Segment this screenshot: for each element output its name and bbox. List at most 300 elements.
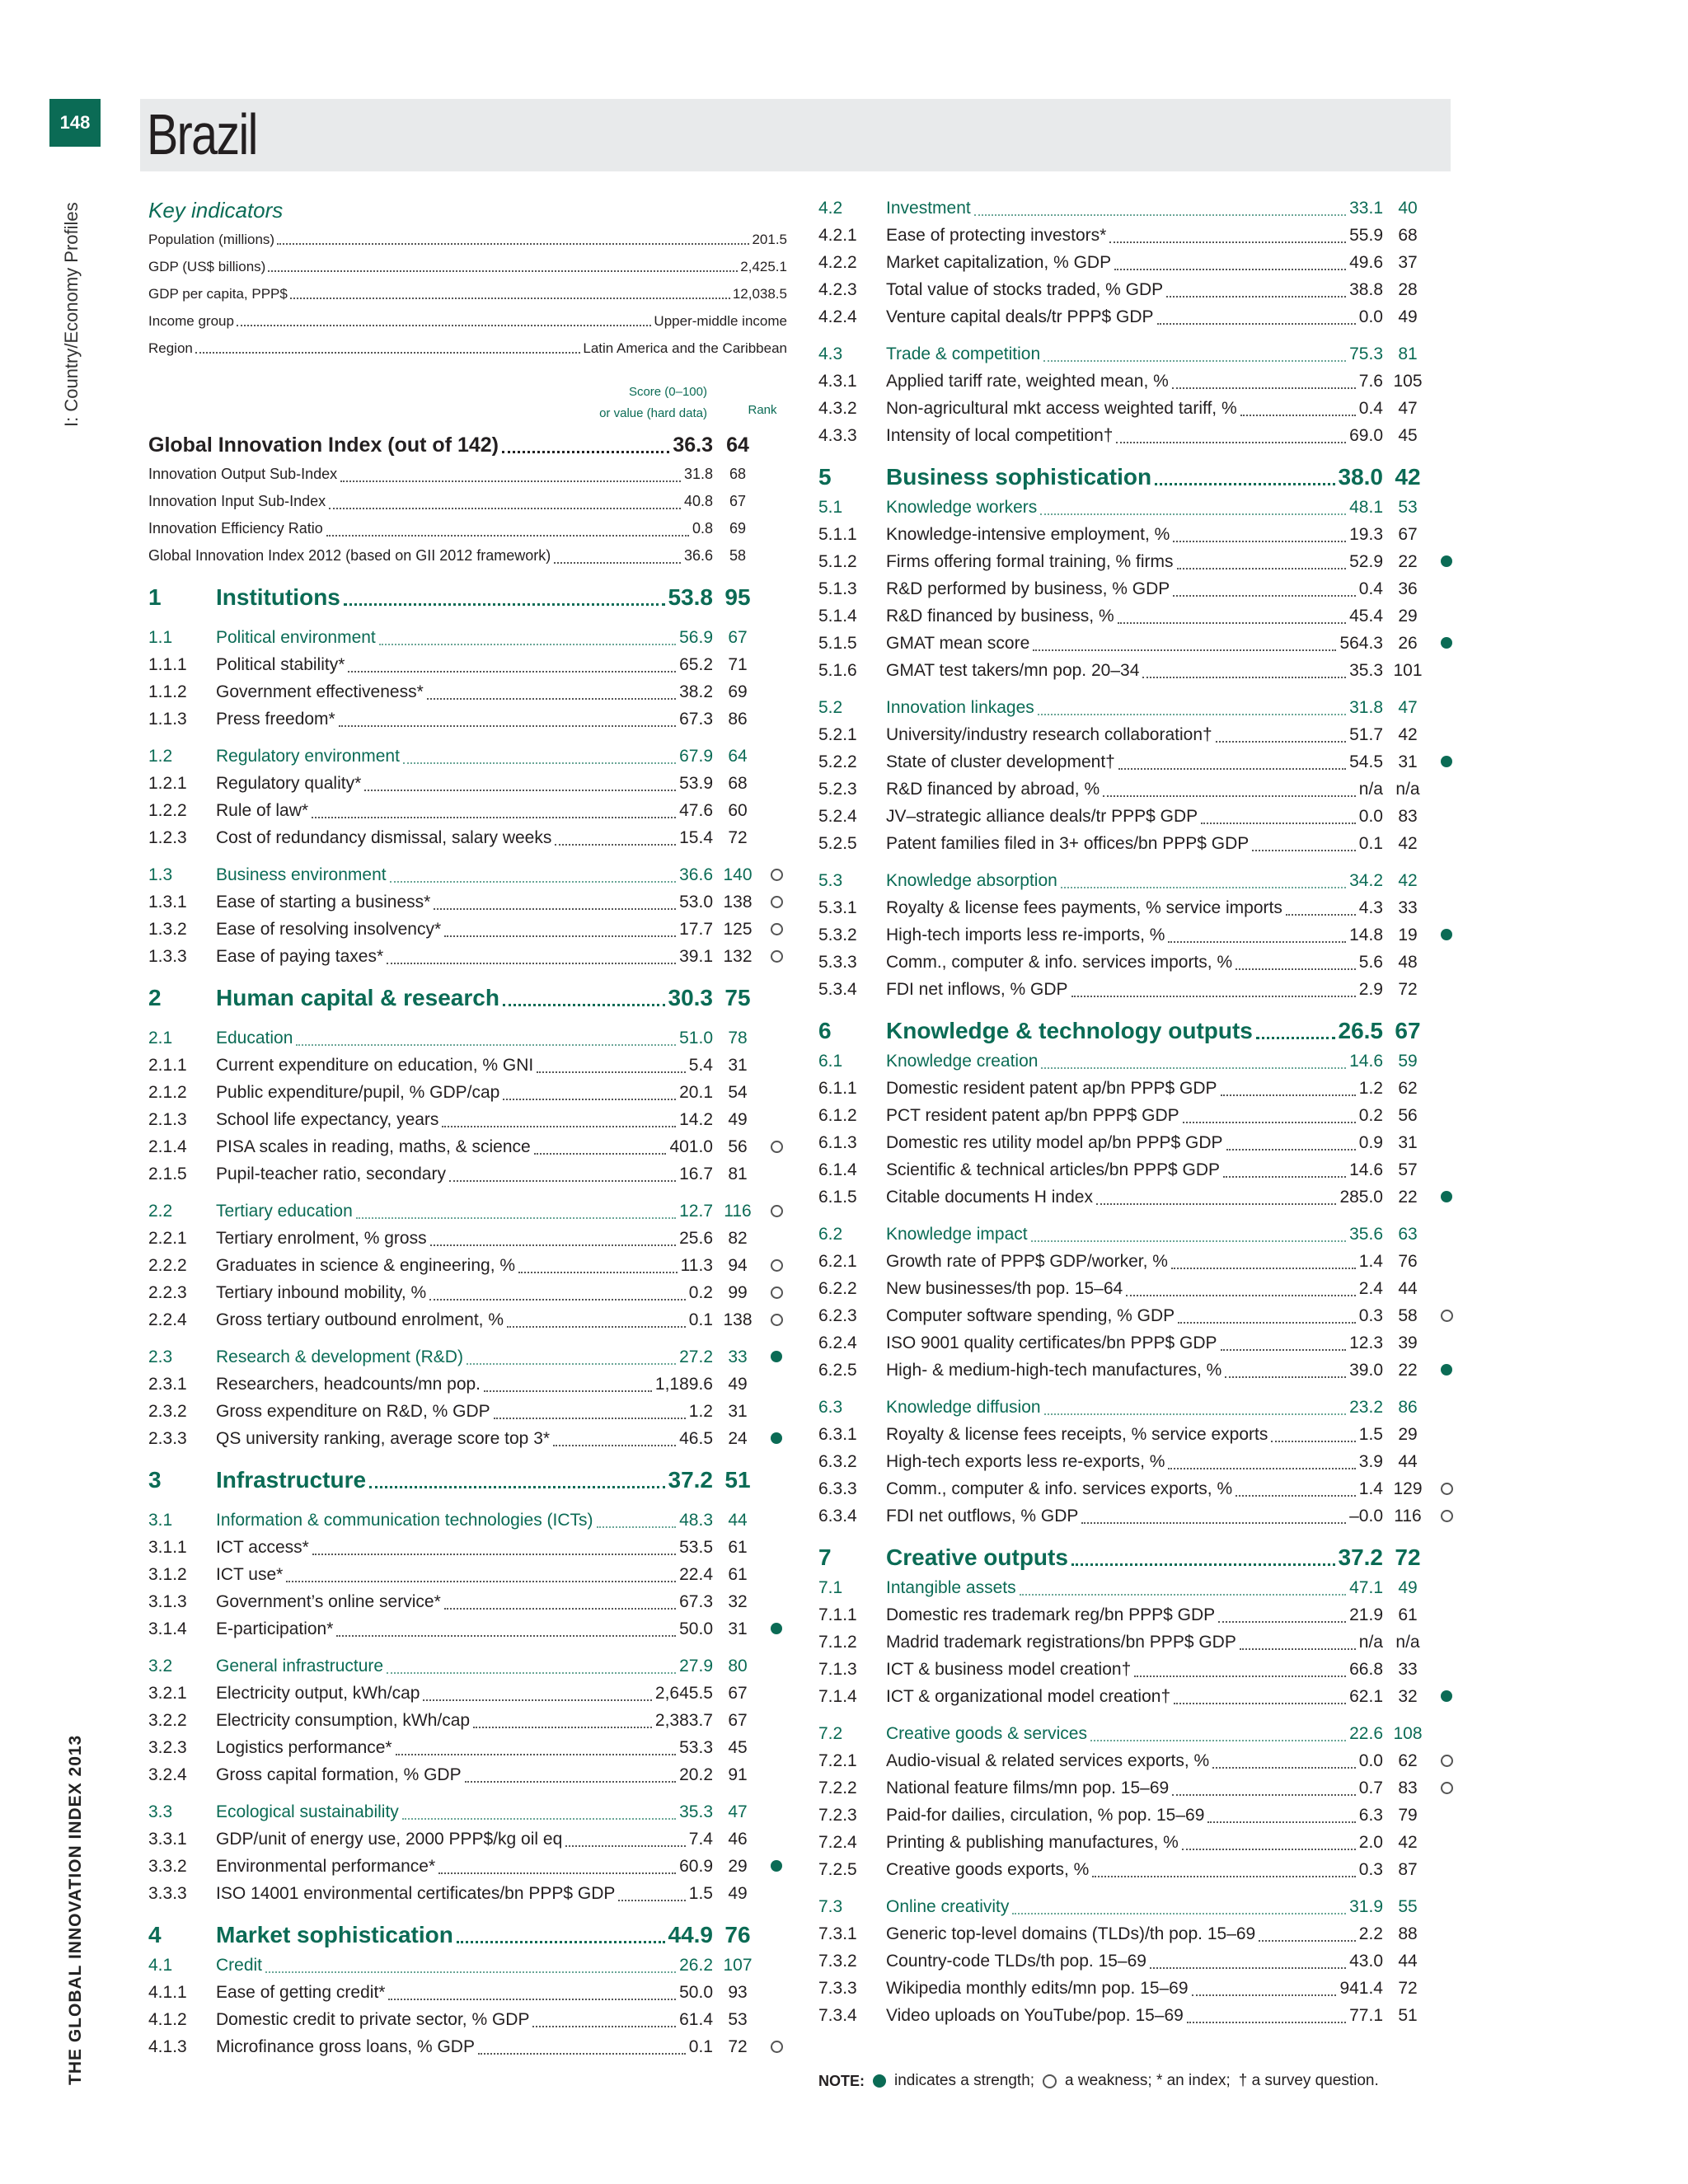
indicator-rank: 61 (728, 1537, 748, 1557)
sub-index-rank: 58 (729, 547, 747, 564)
leader-dots (1207, 1821, 1355, 1823)
indicator-score: 35.3 (679, 1802, 713, 1821)
sub-index-score: 31.8 (683, 466, 713, 482)
indicator-row (818, 1774, 1457, 1802)
indicator-label: Domestic credit to private sector, % GDP (216, 2009, 530, 2029)
indicator-code: 2.1.3 (148, 1109, 187, 1129)
indicator-score: 1.2 (688, 1401, 713, 1421)
indicator-rank: 67 (1398, 524, 1418, 544)
indicator-score: 564.3 (1339, 633, 1383, 653)
mark-cell (1432, 1047, 1457, 1075)
indicator-score: 15.4 (679, 827, 713, 847)
leader-dots (429, 1299, 686, 1301)
indicator-label: Environmental performance* (216, 1856, 436, 1876)
indicator-rank: 51 (724, 1467, 751, 1493)
indicator-rank: 61 (728, 1564, 748, 1584)
leader-dots (1183, 1122, 1356, 1123)
indicator-rank: 68 (728, 773, 748, 793)
indicator-label: Domestic res trademark reg/bn PPP$ GDP (886, 1605, 1216, 1624)
indicator-label: Information & communication technologies (ICTs) (216, 1510, 593, 1530)
gii-score: 36.3 (673, 433, 713, 457)
leader-dots (1182, 1849, 1356, 1850)
indicator-label: High-tech imports less re-imports, % (886, 925, 1165, 944)
leader-dots (340, 480, 681, 482)
sub-pillar-row (148, 1798, 787, 1825)
indicator-row (818, 1129, 1457, 1156)
key-indicator-value: 2,425.1 (740, 259, 787, 274)
score-header-line2: or value (hard data) (599, 406, 707, 420)
sub-index-row (148, 461, 787, 488)
leader-dots (507, 1326, 686, 1328)
indicator-row (818, 1920, 1457, 1947)
weakness-circle-icon (1432, 1475, 1457, 1502)
indicator-rank: 83 (1398, 1778, 1418, 1797)
leader-dots (237, 307, 651, 326)
indicator-label: National feature films/mn pop. 15–69 (886, 1778, 1170, 1797)
indicator-score: 6.3 (1358, 1805, 1383, 1825)
indicator-rank: 63 (1398, 1224, 1418, 1244)
mark-cell (1432, 1856, 1457, 1883)
strength-dot-icon (1432, 548, 1457, 575)
leader-dots (1221, 1094, 1356, 1096)
indicator-rank: 29 (728, 1856, 748, 1876)
indicator-score: 33.1 (1349, 198, 1383, 218)
indicator-code: 6.2.3 (818, 1305, 857, 1325)
leader-dots (618, 1900, 685, 1901)
indicator-code: 7.2.1 (818, 1750, 857, 1770)
mark-cell (1432, 521, 1457, 548)
indicator-rank: 132 (723, 946, 753, 966)
indicator-score: 36.6 (679, 865, 713, 884)
gii-label: Global Innovation Index (out of 142) (148, 433, 499, 457)
indicator-score: 50.0 (679, 1982, 713, 2002)
key-indicator-label: Income group (148, 313, 234, 329)
leader-dots (1201, 823, 1356, 824)
mark-cell (1432, 1394, 1457, 1421)
leader-dots (534, 1153, 667, 1155)
leader-dots (1240, 1648, 1356, 1650)
indicator-row (148, 1052, 787, 1079)
pillar-row (148, 1919, 787, 1952)
mark-cell (762, 770, 787, 797)
indicator-row (818, 721, 1457, 748)
indicator-score: 51.0 (679, 1028, 713, 1047)
mark-cell (1432, 1629, 1457, 1656)
indicator-rank: 67 (728, 1683, 748, 1703)
indicator-rank: n/a (1395, 779, 1420, 799)
gii-rank: 64 (726, 433, 749, 457)
leader-dots (1103, 795, 1356, 797)
leader-dots (444, 1608, 676, 1610)
indicator-code: 4 (148, 1922, 162, 1947)
indicator-rank: 61 (1398, 1605, 1418, 1624)
indicator-row (148, 678, 787, 705)
footnote (818, 2072, 1379, 2090)
sub-pillar-row (148, 1343, 787, 1371)
weakness-circle-icon (762, 1133, 787, 1160)
pillar-row (818, 1015, 1457, 1047)
leader-dots (1259, 1940, 1356, 1942)
indicator-code: 3.1.4 (148, 1619, 187, 1638)
mark-cell (762, 651, 787, 678)
leader-dots (290, 280, 730, 299)
indicator-row (818, 1747, 1457, 1774)
mark-cell (762, 1922, 787, 1949)
indicator-code: 1.1.3 (148, 709, 187, 729)
indicator-score: 19.3 (1349, 524, 1383, 544)
indicator-label: GMAT test takers/mn pop. 20–34 (886, 660, 1140, 680)
indicator-rank: 44 (1398, 1451, 1418, 1471)
leader-dots (387, 963, 676, 964)
indicator-row (818, 249, 1457, 276)
indicator-code: 4.2.2 (818, 252, 857, 272)
country-title: Brazil (147, 102, 257, 166)
indicator-rank: 87 (1398, 1859, 1418, 1879)
mark-cell (1432, 1129, 1457, 1156)
indicator-label: Government effectiveness* (216, 682, 424, 701)
mark-cell (762, 1734, 787, 1761)
indicator-rank: 45 (1398, 425, 1418, 445)
indicator-rank: 86 (728, 709, 748, 729)
indicator-score: 2.2 (1358, 1924, 1383, 1943)
indicator-code: 3.2.4 (148, 1765, 187, 1784)
leader-dots (1223, 1176, 1346, 1178)
indicator-code: 3.2.3 (148, 1737, 187, 1757)
strength-dot-icon (1432, 630, 1457, 657)
indicator-row (148, 1279, 787, 1306)
indicator-code: 3.3 (148, 1802, 173, 1821)
indicator-score: 0.9 (1358, 1132, 1383, 1152)
indicator-rank: 62 (1398, 1750, 1418, 1770)
indicator-score: 20.1 (679, 1082, 713, 1102)
indicator-label: Royalty & license fees payments, % service imports (886, 898, 1282, 917)
indicator-rank: 72 (728, 827, 748, 847)
strength-dot-icon (1432, 748, 1457, 776)
side-publication-title: THE GLOBAL INNOVATION INDEX 2013 (66, 1734, 85, 2085)
leader-dots (1061, 887, 1346, 888)
indicator-score: 47.1 (1349, 1577, 1383, 1597)
indicator-score: 38.0 (1338, 464, 1383, 490)
indicator-rank: 67 (728, 627, 748, 647)
sub-index-rank: 69 (729, 520, 747, 537)
indicator-score: 4.3 (1358, 898, 1383, 917)
indicator-label: Market sophistication (216, 1922, 453, 1947)
indicator-row (148, 916, 787, 943)
score-header (599, 382, 707, 424)
indicator-row (148, 1079, 787, 1106)
key-indicator-label: GDP per capita, PPP$ (148, 286, 288, 302)
strength-dot-icon (762, 1853, 787, 1880)
indicator-row (818, 1502, 1457, 1530)
leader-dots (1252, 850, 1356, 851)
indicator-code: 7.2.2 (818, 1778, 857, 1797)
mark-cell (1432, 494, 1457, 521)
indicator-rank: 49 (728, 1883, 748, 1903)
indicator-score: 11.3 (680, 1255, 713, 1275)
indicator-score: 0.4 (1358, 398, 1383, 418)
mark-cell (1432, 194, 1457, 222)
indicator-rank: 138 (723, 892, 753, 912)
note-survey: † a survey question. (1238, 2072, 1379, 2089)
indicator-rank: 40 (1398, 198, 1418, 218)
leader-dots (1173, 595, 1356, 597)
leader-dots (1178, 1322, 1356, 1324)
indicator-score: 0.3 (1358, 1305, 1383, 1325)
indicator-rank: 62 (1398, 1078, 1418, 1098)
note-label: NOTE: (818, 2072, 865, 2089)
leader-dots (449, 1180, 676, 1182)
gii-row (148, 429, 787, 461)
indicator-code: 5.2.3 (818, 779, 857, 799)
indicator-row (148, 1880, 787, 1907)
indicator-rank: 105 (1393, 371, 1423, 391)
indicator-rank: 76 (1398, 1251, 1418, 1271)
weakness-circle-icon (762, 916, 787, 943)
indicator-score: 1.2 (1358, 1078, 1383, 1098)
strength-dot-icon (1432, 1683, 1457, 1710)
sub-pillar-row (818, 494, 1457, 521)
indicator-row (818, 1448, 1457, 1475)
indicator-code: 5.1.3 (818, 579, 857, 598)
key-indicators-heading: Key indicators (148, 198, 284, 223)
indicator-rank: 88 (1398, 1924, 1418, 1943)
indicator-rank: 56 (1398, 1105, 1418, 1125)
leader-dots (1166, 296, 1346, 298)
indicator-score: n/a (1358, 1632, 1383, 1652)
mark-cell (1432, 1656, 1457, 1683)
indicator-row (148, 1853, 787, 1880)
leader-dots (1236, 968, 1356, 970)
sub-index-label: Innovation Input Sub-Index (148, 493, 326, 509)
indicator-score: 22.4 (679, 1564, 713, 1584)
indicator-label: Creative goods & services (886, 1723, 1087, 1743)
indicator-label: Knowledge creation (886, 1051, 1039, 1071)
indicator-rank: 33 (1398, 1659, 1418, 1679)
indicator-label: Printing & publishing manufactures, % (886, 1832, 1179, 1852)
indicator-code: 3.3.2 (148, 1856, 187, 1876)
mark-cell (1432, 249, 1457, 276)
indicator-row (148, 1106, 787, 1133)
indicator-score: 31.9 (1349, 1896, 1383, 1916)
key-indicator-label: Region (148, 340, 193, 356)
indicator-row (148, 1252, 787, 1279)
mark-cell (762, 1398, 787, 1425)
indicator-label: Rule of law* (216, 800, 309, 820)
indicator-code: 6.1.3 (818, 1132, 857, 1152)
indicator-label: Scientific & technical articles/bn PPP$ GDP (886, 1160, 1221, 1179)
indicator-score: 12.7 (679, 1201, 713, 1221)
sub-pillar-row (818, 694, 1457, 721)
indicator-code: 7.1.2 (818, 1632, 857, 1652)
leader-dots (537, 1071, 686, 1073)
indicator-row (148, 1160, 787, 1188)
indicator-rank: 72 (1398, 1978, 1418, 1998)
indicator-row (148, 1707, 787, 1734)
indicator-code: 3.3.3 (148, 1883, 187, 1903)
indicator-label: Ecological sustainability (216, 1802, 399, 1821)
indicator-rank: 78 (728, 1028, 748, 1047)
leader-dots (1226, 1149, 1356, 1151)
leader-dots (312, 1554, 676, 1555)
indicator-rank: 24 (728, 1428, 748, 1448)
indicator-label: Researchers, headcounts/mn pop. (216, 1374, 481, 1394)
indicator-rank: 129 (1393, 1479, 1423, 1498)
indicator-rank: 108 (1393, 1723, 1423, 1743)
sub-index-row (148, 542, 787, 569)
indicator-label: Market capitalization, % GDP (886, 252, 1112, 272)
indicator-label: R&D financed by business, % (886, 606, 1114, 626)
weakness-circle-icon (762, 861, 787, 888)
indicator-code: 4.3.1 (818, 371, 857, 391)
indicator-score: 14.6 (1349, 1051, 1383, 1071)
indicator-code: 2.1.5 (148, 1164, 187, 1183)
indicator-code: 1.2 (148, 746, 173, 766)
indicator-code: 5.2.5 (818, 833, 857, 853)
mark-cell (1432, 1329, 1457, 1357)
indicator-score: 2.9 (1358, 979, 1383, 999)
indicator-label: New businesses/th pop. 15–64 (886, 1278, 1123, 1298)
mark-cell (762, 1225, 787, 1252)
indicator-label: Electricity output, kWh/cap (216, 1683, 420, 1703)
indicator-score: 39.1 (679, 946, 713, 966)
indicator-code: 7.2 (818, 1723, 843, 1743)
key-indicator-label: GDP (US$ billions) (148, 259, 266, 274)
leader-dots (1126, 1295, 1356, 1296)
indicator-code: 6.1.1 (818, 1078, 857, 1098)
indicator-score: 49.6 (1349, 252, 1383, 272)
indicator-code: 6.3.2 (818, 1451, 857, 1471)
indicator-score: 17.7 (679, 919, 713, 939)
indicator-rank: 47 (1398, 398, 1418, 418)
indicator-code: 1.2.3 (148, 827, 187, 847)
right-indicator-table (818, 194, 1457, 2029)
indicator-score: 0.7 (1358, 1778, 1383, 1797)
indicator-label: Institutions (216, 584, 340, 610)
leader-dots (390, 881, 677, 883)
indicator-rank: 49 (728, 1374, 748, 1394)
sub-pillar-row (148, 861, 787, 888)
indicator-code: 2.3.1 (148, 1374, 187, 1394)
indicator-label: Ease of protecting investors* (886, 225, 1107, 245)
indicator-label: Logistics performance* (216, 1737, 392, 1757)
indicator-code: 1.2.1 (148, 773, 187, 793)
leader-dots (296, 1044, 676, 1046)
mark-cell (1432, 464, 1457, 491)
weakness-circle-icon (762, 943, 787, 970)
weakness-circle-icon (1432, 1774, 1457, 1802)
indicator-label: Knowledge impact (886, 1224, 1028, 1244)
indicator-row (818, 1856, 1457, 1883)
mark-cell (762, 705, 787, 733)
indicator-label: Non-agricultural mkt access weighted tariff, % (886, 398, 1237, 418)
indicator-row (818, 422, 1457, 449)
indicator-row (148, 1534, 787, 1561)
indicator-label: GMAT mean score (886, 633, 1030, 653)
leader-dots (1096, 1203, 1336, 1205)
indicator-row (148, 651, 787, 678)
indicator-label: Public expenditure/pupil, % GDP/cap (216, 1082, 500, 1102)
indicator-code: 7.3.2 (818, 1951, 857, 1971)
strength-dot-icon (762, 1425, 787, 1452)
sub-pillar-row (148, 1024, 787, 1052)
indicator-row (818, 1329, 1457, 1357)
leader-dots (1192, 1994, 1337, 1996)
mark-cell (1432, 422, 1457, 449)
indicator-code: 6.3.1 (818, 1424, 857, 1444)
mark-cell (762, 797, 787, 824)
indicator-row (818, 748, 1457, 776)
indicator-rank: 53 (1398, 497, 1418, 517)
indicator-rank: 22 (1398, 551, 1418, 571)
sub-pillar-row (818, 194, 1457, 222)
sub-pillar-row (148, 1952, 787, 1979)
indicator-score: 60.9 (679, 1856, 713, 1876)
mark-cell (1432, 1156, 1457, 1183)
mark-cell (1432, 1920, 1457, 1947)
indicator-rank: 36 (1398, 579, 1418, 598)
indicator-rank: 39 (1398, 1333, 1418, 1352)
indicator-row (148, 1225, 787, 1252)
pillar-row (818, 461, 1457, 494)
leader-dots (478, 2053, 686, 2055)
leader-dots (1216, 741, 1346, 743)
leader-dots (438, 1872, 676, 1874)
mark-cell (762, 584, 787, 612)
indicator-code: 3.1 (148, 1510, 173, 1530)
indicator-label: Business environment (216, 865, 387, 884)
indicator-code: 2.2.3 (148, 1282, 187, 1302)
indicator-rank: 47 (1398, 697, 1418, 717)
leader-dots (1020, 1594, 1347, 1596)
indicator-row (818, 548, 1457, 575)
mark-cell (1432, 1574, 1457, 1601)
indicator-label: Electricity consumption, kWh/cap (216, 1710, 471, 1730)
indicator-code: 2 (148, 985, 162, 1010)
indicator-label: Business sophistication (886, 464, 1152, 490)
indicator-code: 5.1 (818, 497, 843, 517)
leader-dots (396, 1754, 677, 1755)
indicator-row (818, 976, 1457, 1003)
leader-dots (1081, 1522, 1346, 1524)
indicator-score: 1,189.6 (654, 1374, 713, 1394)
leader-dots (1240, 415, 1356, 416)
mark-cell (1432, 1802, 1457, 1829)
leader-dots (427, 698, 676, 700)
mark-cell (1432, 1893, 1457, 1920)
mark-cell (762, 1079, 787, 1106)
mark-cell (762, 1979, 787, 2006)
leader-dots (1271, 1441, 1355, 1442)
leader-dots (1225, 1376, 1346, 1378)
indicator-rank: 83 (1398, 806, 1418, 826)
indicator-row (818, 949, 1457, 976)
mark-cell (1432, 1248, 1457, 1275)
mark-cell (1432, 776, 1457, 803)
indicator-row (818, 657, 1457, 684)
leader-dots (553, 1445, 676, 1446)
indicator-label: Political stability* (216, 654, 345, 674)
indicator-code: 5.3.3 (818, 952, 857, 972)
mark-cell (1432, 1720, 1457, 1747)
sub-pillar-row (818, 1720, 1457, 1747)
indicator-code: 5.1.1 (818, 524, 857, 544)
indicator-score: 66.8 (1349, 1659, 1383, 1679)
leader-dots (402, 1818, 676, 1820)
indicator-row (818, 894, 1457, 921)
indicator-rank: 55 (1398, 1896, 1418, 1916)
indicator-rank: 80 (728, 1656, 748, 1675)
indicator-row (818, 921, 1457, 949)
